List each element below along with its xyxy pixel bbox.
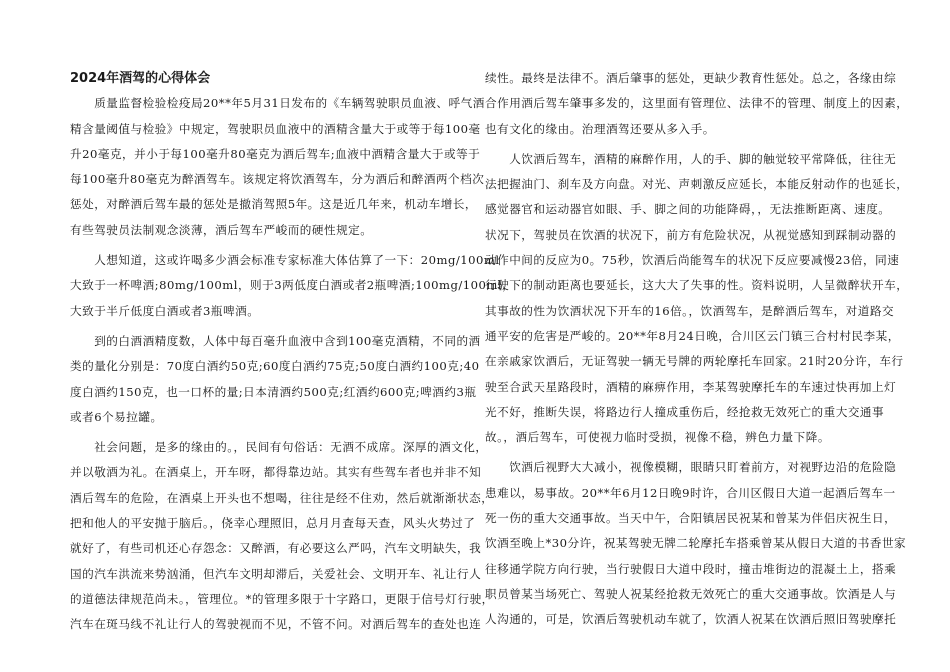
text-line: 酒后驾车的危险，在酒桌上开头也不想喝，往往是经不住劝，然后就渐渐状态， — [70, 490, 494, 505]
text-line: 光不好，推断失误，将路边行人撞成重伤后，经抢救无效死亡的重大交通事 — [485, 404, 885, 419]
text-line: 也有文化的缘由。治理酒驾还要从多入手。 — [485, 121, 715, 136]
text-line: 国的汽车洪流来势汹涌，但汽车文明却滞后，关爱社会、文明开车、礼让行人 — [70, 566, 482, 581]
text-line: 或者6个易拉罐。 — [70, 409, 163, 424]
text-line: 人想知道，这或许喝多少酒会标准专家标准大体估算了一下：20mg/100ml — [70, 253, 500, 268]
text-line: 行驶下的制动距离也要延长，这大大了失事的性。资料说明，人呈微醉状开车， — [485, 278, 909, 293]
text-line: 升20毫克，并小于每100毫升80毫克为酒后驾车;血液中酒精含量大于或等于 — [70, 146, 481, 161]
paragraph — [485, 66, 909, 142]
text-line: 到的白酒酒精度数，人体中每百毫升血液中含到100毫克酒精，不同的酒 — [70, 333, 481, 348]
text-line: 饮酒后视野大大减小，视像模糊，眼睛只盯着前方，对视野边沿的危险隐 — [485, 460, 897, 475]
paragraph — [70, 329, 481, 430]
text-line: 惩处，对醉酒后驾车最的惩处是撤消驾照5年。这是近几年来，机动车增长， — [70, 197, 477, 212]
text-line: 把和他人的平安抛于脑后。，侥幸心理照旧，总月月査每天查，风头火势过了 — [70, 516, 476, 531]
text-line: 感觉器官和运动器官如眼、手、脚之间的功能降碍，，无法推断距离、速度。 — [485, 202, 891, 217]
text-line: 患难以，易事故。20**年6月12日晚9时许，合川区假日大道一起酒后驾车一 — [485, 485, 896, 500]
text-line: 合作用酒后驾车肇事多发的，这里面有管理位、法律不的管理、制度上的因素， — [485, 96, 909, 111]
text-line: 在亲戚家饮酒后，无证驾驶一辆无号牌的两轮摩托车回家。21时20分许，车行 — [485, 354, 904, 369]
text-line: 死一伤的重大交通事故。当天中午，合阳镇居民祝某和曾某为伴侣庆祝生日， — [485, 511, 897, 526]
text-line: 社会问题，是多的缘由的。，民间有句俗话：无酒不成席。深厚的酒文化， — [70, 440, 488, 455]
text-line: 并以敬酒为礼。在酒桌上，开车呀，都得靠边站。其实有些驾车者也并非不知 — [70, 465, 482, 480]
text-line: 就好了，有些司机还心存怨念：又醉酒，有必要这么严吗，汽车文明缺失，我 — [70, 541, 482, 556]
text-line: 法把握油门、刹车及方向盘。对光、声刺激反应延长，本能反射动作的也延长， — [485, 177, 909, 192]
text-line: 驶至合武天星路段时，酒精的麻痹作用，李某驾驶摩托车的车速过快再加上灯 — [485, 379, 897, 394]
text-line: 饮酒至晚上*30分许，祝某驾驶无牌二轮摩托车搭乘曾某从假日大道的书香世家 — [485, 536, 907, 551]
text-line: 续性。最终是法律不。酒后肇事的惩处，更缺少教育性惩处。总之，各缘由综 — [485, 71, 897, 85]
text-line: 大致于半斤低度白酒或者3瓶啤酒。 — [70, 303, 260, 318]
text-line: 职员曾某当场死亡、驾驶人祝某经抢救无效死亡的重大交通事故。饮酒是人与 — [485, 586, 897, 601]
right-column — [485, 66, 909, 633]
text-line: 质量监督检验检疫局20**年5月31日发布的《车辆驾驶职员血液、呼气酒 — [70, 96, 485, 111]
text-line: 状况下，驾驶员在饮酒的状况下，前方有危险状况，从视觉感知到踩制动器的 — [485, 227, 897, 242]
text-line: 动作中间的反应为0。75秒，饮酒后尚能驾车的状况下反应要减慢23倍，同速 — [485, 253, 900, 268]
text-line: 的道德法律规范尚未。，管理位。*的管理多限于十字路口，更限于信号灯行驶， — [70, 591, 494, 606]
text-line: 有些驾驶员法制观念淡薄，酒后驾车严峻而的硬性规定。 — [70, 222, 373, 237]
text-line: 大致于一杯啤酒;80mg/100ml，则于3两低度白酒或者2瓶啤酒;100mg/100ml， — [70, 278, 515, 293]
paragraph — [70, 91, 485, 243]
text-line: 通平安的危害是严峻的。20**年8月24日晚，合川区云门镇三合村村民李某， — [485, 328, 900, 343]
text-line: 汽车在斑马线不礼让行人的驾驶视而不见，不管不问。对酒后驾车的查处也连 — [70, 617, 482, 632]
text-line: 其事故的性为饮酒状况下开车的16倍。，饮酒驾车，是醉酒后驾车，对道路交 — [485, 303, 895, 318]
paragraph — [70, 435, 494, 637]
paragraph — [485, 455, 907, 632]
left-column — [70, 66, 515, 638]
paragraph — [70, 248, 515, 324]
text-line: 精含量阈值与检验》中规定，驾驶职员血液中的酒精含量大于或等于每100毫 — [70, 121, 481, 136]
text-line: 度白酒约150克，也一口杯的量;日本清酒约500克;红酒约600克;啤酒约3瓶 — [70, 384, 477, 399]
text-line: 故。，酒后驾车，可使视力临时受损，视像不稳，辨色力量下降。 — [485, 430, 830, 445]
text-line: 类的量化分别是：70度白酒约50克;60度白酒约75克;50度白酒约100克;40 — [70, 359, 480, 374]
text-line: 往移通学院方向行驶，当行驶假日大道中段时，撞击堆街边的混凝土上，搭乘 — [485, 561, 897, 576]
paragraph — [485, 147, 909, 451]
text-line: 人沟通的，可是，饮酒后驾驶机动车就了，饮酒人祝某在饮酒后照旧驾驶摩托 — [485, 612, 897, 627]
document-title: 2024年酒驾的心得体会 — [70, 71, 211, 86]
text-line: 每100毫升80毫克为醉酒驾车。该规定将饮酒驾车，分为酒后和醉酒两个档次 — [70, 172, 485, 187]
text-line: 人饮酒后驾车，酒精的麻醉作用，人的手、脚的触觉较平常降低，往往无 — [485, 151, 897, 166]
